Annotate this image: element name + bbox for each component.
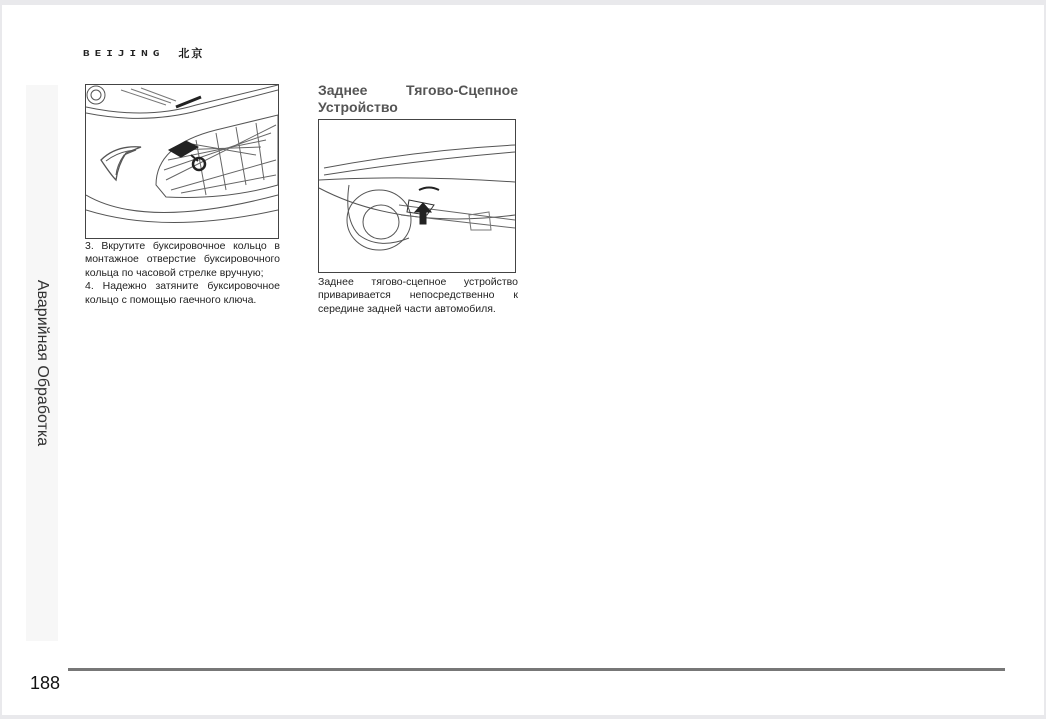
instruction-step-4: 4. Надежно затяните буксировочное кольцо с помощью гаечного ключа. [85, 280, 280, 306]
heading-word-3: Устройство [318, 99, 398, 115]
footer-divider [68, 668, 1005, 671]
brand-logo [83, 45, 204, 61]
page-number: 188 [30, 673, 61, 693]
logo-latin: BEIJING [83, 48, 165, 58]
left-instructions [85, 240, 280, 307]
section-heading [318, 82, 518, 116]
heading-word-2: Тягово-Сцепное [406, 82, 518, 98]
heading-word-1: Заднее [318, 82, 368, 98]
instruction-step-3: 3. Вкрутите буксировочное кольцо в монтажное отверстие буксировочного кольца по часовой стрелке вручную; [85, 240, 280, 279]
logo-chinese: 北京 [178, 48, 205, 60]
rear-tow-hitch-illustration-icon [318, 119, 516, 273]
front-bumper-tow-ring-illustration-icon [85, 84, 279, 239]
rear-hitch-caption: Заднее тягово-сцепное устройство приваривается непосредственно к середине задней части автомобиля. [318, 276, 518, 315]
side-tab-label: Аварийная Обработка [34, 279, 51, 447]
